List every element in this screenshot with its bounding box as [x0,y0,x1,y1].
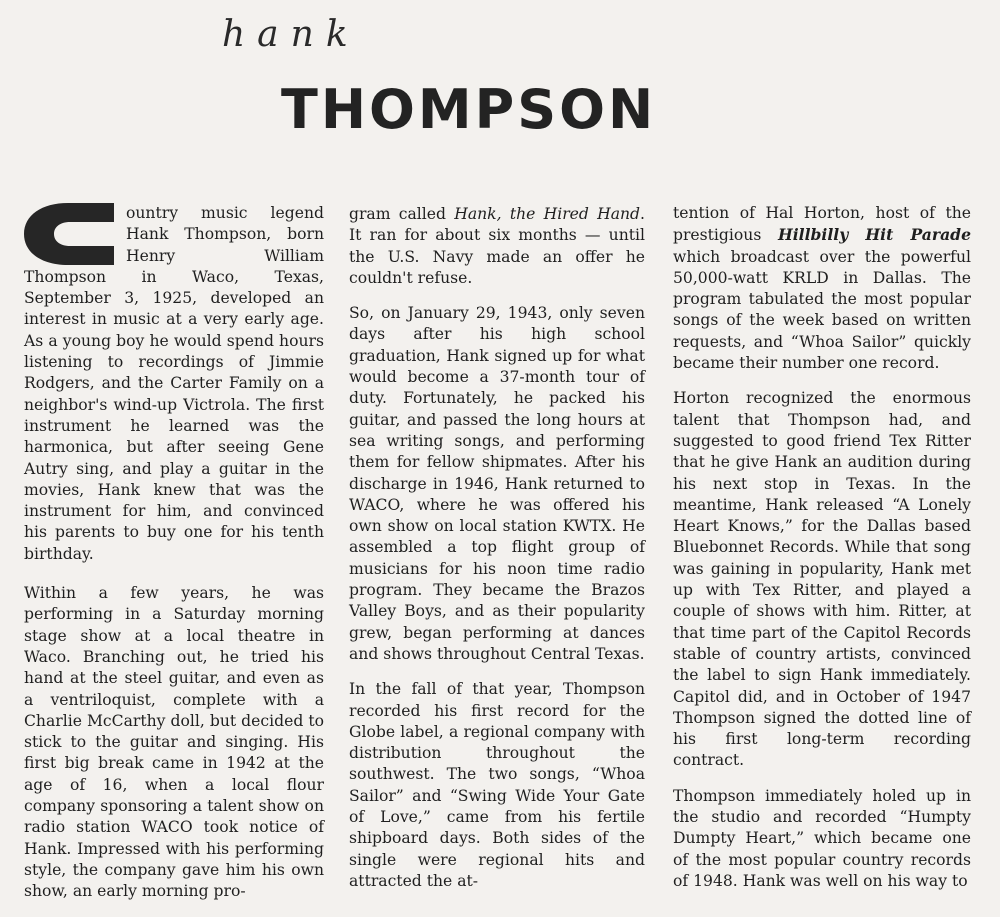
drop-cap-glyph [24,203,120,265]
column-2 [349,204,645,906]
drop-cap-c [24,203,120,265]
paragraph-3-2: Horton recognized the enormous talent that Thompson had, and suggested to good friend Tex Ritter that he give Hank an audition during his next stop in Texas. In the meantime, Hank released “A Lonely Heart Knows,” for the Dallas based Bluebonnet Records. While that song was gaining in popularity, Hank met up with Tex Ritter, and played a couple of shows with him. Ritter, at that time part of the Capitol Records stable of country artists, convinced the label to sign Hank immediately. Capitol did, and in October of 1947 Thompson signed the dotted line of his first long-term recording contract. [673,389,971,770]
article-title: THOMPSON [281,78,657,141]
paragraph-3-3: Thompson immediately holed up in the studio and recorded “Humpty Dumpty Heart,” which became one of the most popular country records of 1948. Hank was well on his way to [673,786,971,890]
text-run: gram called [349,205,455,223]
paragraph-2-3: In the fall of that year, Thompson recorded his first record for the Globe label, a regional company with distribution throughout the southwest. The two songs, “Whoa Sailor” and “Swing Wide Your Gate of Love,” came from his fertile shipboard days. Both sides of the single were regional hits and attracted the at- [349,680,645,890]
program-title: Hank, the Hired Hand [454,205,641,223]
paragraph-text: ountry music legend Hank Thompson, born Henry William Thompson in Waco, Texas, September 3, 1925, developed an interest in music at a very early age. As a young boy he would spend hours listening to recordings of Jimmie Rodgers, and the Carter Family on a neighbor's wind-up Victrola. The first instrument he learned was the harmonica, but after seeing Gene Autry sing, and play a guitar in the movies, Hank knew that was the instrument for him, and convinced his parents to buy one for his tenth birthday. [24,204,324,563]
paragraph-2-1 [349,204,645,289]
program-title: Hillbilly Hit Parade [778,225,971,245]
paragraph-3-1 [673,203,971,374]
kicker-heading: hank [222,14,360,55]
paragraph-2-2: So, on January 29, 1943, only seven days after his high school graduation, Hank signed up for what would become a 37-month tour of duty. Fortunately, he packed his guitar, and passed the long hours at sea writing songs, and performing them for fellow shipmates. After his discharge in 1946, Hank returned to WACO, where he was offered his own show on local station KWTX. He assembled a top flight group of musicians for his noon time radio program. They became the Brazos Valley Boys, and as their popularity grew, began performing at dances and shows throughout Central Texas. [349,304,645,663]
text-run: . It ran for about six months — until the U.S. Navy made an offer he couldn't refuse. [349,205,645,287]
paragraph-1-2: Within a few years, he was performing in a Saturday morning stage show at a local theatre in Waco. Branching out, he tried his hand at the steel guitar, and even as a ventriloquist, complete with a Charlie McCarthy doll, but decided to stick to the guitar and singing. His first big break came in 1942 at the age of 16, when a local flour company sponsoring a talent show on radio station WACO took notice of Hank. Impressed with his performing style, the company gave him his own show, an early morning pro- [24,584,324,901]
text-run: tention of Hal Horton, host of the prestigious [673,204,971,245]
paragraph-1-1 [24,203,324,565]
text-run: which broadcast over the powerful 50,000-watt KRLD in Dallas. The program tabulated the most popular songs of the week based on written requests, and “Whoa Sailor” quickly became their number one record. [673,247,971,373]
column-3 [673,203,971,906]
column-1 [24,203,324,917]
